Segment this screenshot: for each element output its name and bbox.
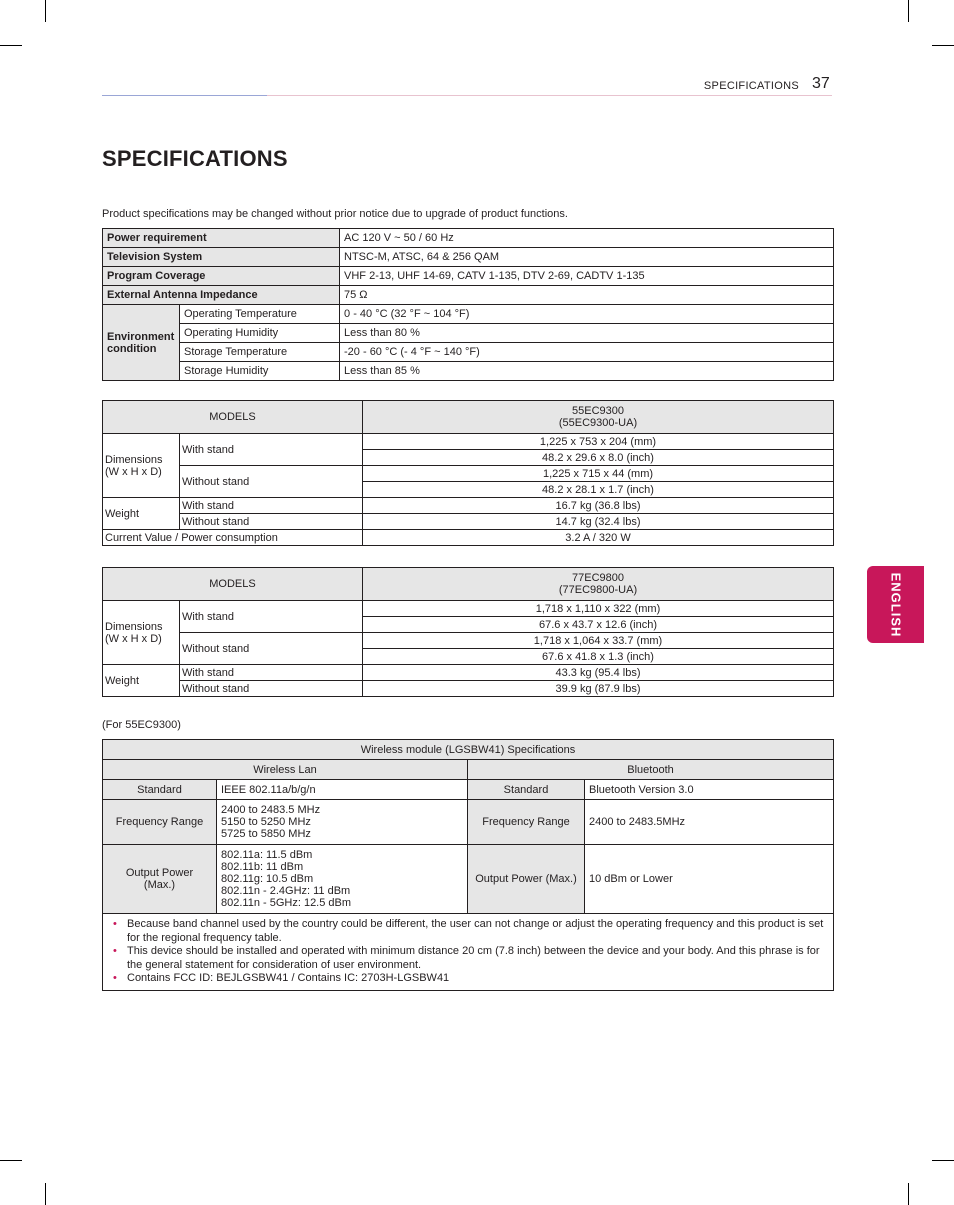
dim-with-mm: 1,718 x 1,110 x 322 (mm): [363, 601, 834, 617]
dim-with-mm: 1,225 x 753 x 204 (mm): [363, 434, 834, 450]
table-row: [103, 530, 834, 546]
crop-mark: [932, 45, 954, 46]
with-stand-label: With stand: [180, 601, 363, 633]
table-row: [103, 267, 834, 286]
storage-temp-label: Storage Temperature: [180, 343, 340, 362]
lan-standard-label: Standard: [103, 780, 217, 800]
current-label: Current Value / Power consumption: [103, 530, 363, 546]
with-stand-label: With stand: [180, 434, 363, 466]
antenna-value: 75 Ω: [340, 286, 834, 305]
dim-without-inch: 67.6 x 41.8 x 1.3 (inch): [363, 649, 834, 665]
general-spec-table: [102, 228, 834, 381]
antenna-label: External Antenna Impedance: [103, 286, 340, 305]
lan-freq-label: Frequency Range: [103, 800, 217, 845]
bt-power-value: 10 dBm or Lower: [585, 845, 834, 914]
weight-label: Weight: [103, 665, 180, 697]
page-title: SPECIFICATIONS: [102, 146, 288, 171]
table-row: [103, 800, 834, 845]
spec-note: Product specifications may be changed without prior notice due to upgrade of product functions.: [102, 208, 568, 220]
table-row: [103, 343, 834, 362]
without-stand-label: Without stand: [180, 466, 363, 498]
list-item: • This device should be installed and operated with minimum distance 20 cm (7.8 inch) between the device and your body. And this phrase is for the general statement for consideration of user environment.: [127, 945, 829, 972]
lan-power-line: 802.11n - 5GHz: 12.5 dBm: [221, 897, 352, 909]
program-label: Program Coverage: [103, 267, 340, 286]
wireless-spec-table: [102, 739, 834, 991]
power-value: AC 120 V ~ 50 / 60 Hz: [340, 229, 834, 248]
table-row: [103, 633, 834, 649]
table-row: [103, 498, 834, 514]
models-header: MODELS: [103, 401, 363, 434]
lan-power-line: 802.11b: 11 dBm: [221, 861, 304, 873]
op-humidity-label: Operating Humidity: [180, 324, 340, 343]
op-temp-value: 0 - 40 °C (32 °F ~ 104 °F): [340, 305, 834, 324]
wireless-notes: [103, 914, 834, 991]
storage-temp-value: -20 - 60 °C (- 4 °F ~ 140 °F): [340, 343, 834, 362]
bluetooth-header: Bluetooth: [468, 760, 834, 780]
program-value: VHF 2-13, UHF 14-69, CATV 1-135, DTV 2-69, CADTV 1-135: [340, 267, 834, 286]
dimensions-label-line: (W x H x D): [105, 465, 162, 478]
page-number: 37: [812, 75, 830, 92]
bt-freq-value: 2400 to 2483.5MHz: [585, 800, 834, 845]
table-row: [103, 286, 834, 305]
table-row: [103, 229, 834, 248]
bt-standard-value: Bluetooth Version 3.0: [585, 780, 834, 800]
lan-power-label-line: Output Power: [125, 867, 194, 879]
model-spec-table-55: [102, 400, 834, 546]
power-label: Power requirement: [103, 229, 340, 248]
table-row: [103, 362, 834, 381]
lan-power-value: [217, 845, 468, 914]
dimensions-label: [103, 434, 180, 498]
lan-power-line: 802.11a: 11.5 dBm: [221, 849, 313, 861]
language-tab: [867, 566, 924, 643]
notes-list: [107, 914, 829, 990]
wireless-lan-header: Wireless Lan: [103, 760, 468, 780]
table-row: [103, 760, 834, 780]
dim-without-mm: 1,225 x 715 x 44 (mm): [363, 466, 834, 482]
model-name-header: [363, 568, 834, 601]
bt-freq-label: Frequency Range: [468, 800, 585, 845]
lan-power-label: [103, 845, 217, 914]
model-spec-table-77: [102, 567, 834, 697]
table-row: [103, 740, 834, 760]
dim-without-inch: 48.2 x 28.1 x 1.7 (inch): [363, 482, 834, 498]
bt-power-label: Output Power (Max.): [468, 845, 585, 914]
list-item: • Because band channel used by the country could be different, the user can not change or adjust the operating frequency and this product is set for the regional frequency table.: [127, 918, 829, 945]
model-code: (55EC9300-UA): [558, 417, 638, 429]
dimensions-label-line: Dimensions: [105, 453, 163, 466]
dim-without-mm: 1,718 x 1,064 x 33.7 (mm): [363, 633, 834, 649]
crop-mark: [932, 1160, 954, 1161]
crop-mark: [908, 1183, 909, 1205]
models-header: MODELS: [103, 568, 363, 601]
list-item: • Contains FCC ID: BEJLGSBW41 / Contains IC: 2703H-LGSBW41: [127, 972, 829, 986]
storage-humidity-label: Storage Humidity: [180, 362, 340, 381]
table-row: [103, 248, 834, 267]
table-row: [103, 401, 834, 434]
without-stand-label: Without stand: [180, 633, 363, 665]
op-humidity-value: Less than 80 %: [340, 324, 834, 343]
op-temp-label: Operating Temperature: [180, 305, 340, 324]
model-name-header: [363, 401, 834, 434]
weight-without-stand-label: Without stand: [180, 681, 363, 697]
weight-with: 16.7 kg (36.8 lbs): [363, 498, 834, 514]
crop-mark: [45, 1183, 46, 1205]
weight-with: 43.3 kg (95.4 lbs): [363, 665, 834, 681]
table-row: [103, 665, 834, 681]
lan-freq-line: 5150 to 5250 MHz: [221, 816, 311, 828]
weight-without-stand-label: Without stand: [180, 514, 363, 530]
lan-standard-value: IEEE 802.11a/b/g/n: [217, 780, 468, 800]
table-row: [103, 466, 834, 482]
weight-without: 39.9 kg (87.9 lbs): [363, 681, 834, 697]
tv-system-value: NTSC-M, ATSC, 64 & 256 QAM: [340, 248, 834, 267]
dim-with-inch: 48.2 x 29.6 x 8.0 (inch): [363, 450, 834, 466]
crop-mark: [0, 1160, 22, 1161]
lan-power-line: 802.11n - 2.4GHz: 11 dBm: [221, 885, 351, 897]
lan-freq-line: 5725 to 5850 MHz: [221, 828, 311, 840]
lan-power-label-line: (Max.): [143, 879, 176, 891]
table-row: [103, 914, 834, 991]
weight-without: 14.7 kg (32.4 lbs): [363, 514, 834, 530]
model-code: (77EC9800-UA): [558, 584, 638, 596]
bt-standard-label: Standard: [468, 780, 585, 800]
model-name: 77EC9800: [572, 572, 624, 584]
storage-humidity-value: Less than 85 %: [340, 362, 834, 381]
language-tab-label: ENGLISH: [888, 572, 903, 637]
dim-with-inch: 67.6 x 43.7 x 12.6 (inch): [363, 617, 834, 633]
crop-mark: [908, 0, 909, 22]
table-row: [103, 305, 834, 324]
current-value: 3.2 A / 320 W: [363, 530, 834, 546]
table-row: [103, 568, 834, 601]
table-row: [103, 780, 834, 800]
dimensions-label: [103, 601, 180, 665]
model-name: 55EC9300: [572, 405, 624, 417]
table-row: [103, 601, 834, 617]
crop-mark: [45, 0, 46, 22]
tv-system-label: Television System: [103, 248, 340, 267]
lan-freq-value: [217, 800, 468, 845]
weight-with-stand-label: With stand: [180, 498, 363, 514]
weight-with-stand-label: With stand: [180, 665, 363, 681]
header-rule-accent: [102, 95, 267, 96]
table-row: [103, 324, 834, 343]
lan-freq-line: 2400 to 2483.5 MHz: [221, 804, 321, 816]
weight-label: Weight: [103, 498, 180, 530]
wireless-title: Wireless module (LGSBW41) Specifications: [103, 740, 834, 760]
running-head: SPECIFICATIONS: [703, 80, 799, 92]
table-row: [103, 681, 834, 697]
dimensions-label-line: Dimensions: [105, 620, 163, 633]
table-row: [103, 845, 834, 914]
dimensions-label-line: (W x H x D): [105, 632, 162, 645]
crop-mark: [0, 45, 22, 46]
environment-label: Environment condition: [103, 305, 180, 381]
table-row: [103, 434, 834, 450]
lan-power-line: 802.11g: 10.5 dBm: [221, 873, 314, 885]
for-model-note: (For 55EC9300): [102, 719, 181, 731]
table-row: [103, 514, 834, 530]
